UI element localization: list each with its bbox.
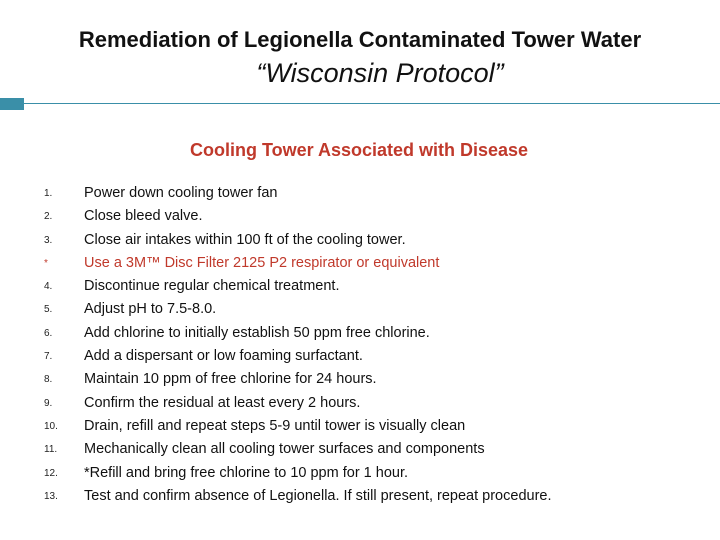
- step-number: 3.: [44, 234, 53, 246]
- step-number: 6.: [44, 327, 53, 339]
- step-number: 1.: [44, 188, 53, 199]
- step-number: 13.: [44, 490, 58, 502]
- list-item: [0, 185, 720, 208]
- step-text: Discontinue regular chemical treatment.: [84, 278, 340, 295]
- list-item: [0, 278, 720, 301]
- step-number: *: [44, 257, 48, 269]
- step-number: 12.: [44, 467, 58, 479]
- step-text: Mechanically clean all cooling tower surfaces and components: [84, 441, 485, 458]
- step-text: Use a 3M™ Disc Filter 2125 P2 respirator or equivalent: [84, 254, 440, 271]
- step-text: Close bleed valve.: [84, 208, 203, 225]
- list-item: [0, 208, 720, 231]
- divider-rule: [24, 103, 720, 104]
- step-text: Add chlorine to initially establish 50 ppm free chlorine.: [84, 324, 430, 341]
- step-number: 5.: [44, 304, 53, 316]
- list-item: [0, 232, 720, 255]
- slide-subtitle: “Wisconsin Protocol”: [256, 58, 504, 88]
- list-item: [0, 418, 720, 441]
- step-number: 9.: [44, 397, 53, 409]
- slide-title: Remediation of Legionella Contaminated Tower Water: [78, 27, 642, 52]
- list-item: [0, 488, 720, 511]
- section-heading: Cooling Tower Associated with Disease: [190, 140, 529, 160]
- list-item: [0, 395, 720, 418]
- step-text: Maintain 10 ppm of free chlorine for 24 hours.: [84, 371, 377, 388]
- step-text: Add a dispersant or low foaming surfactant.: [84, 348, 363, 365]
- list-item: [0, 301, 720, 324]
- accent-bar: [0, 98, 24, 110]
- step-number: 7.: [44, 351, 53, 363]
- step-number: 11.: [44, 444, 58, 456]
- list-item: [0, 465, 720, 488]
- step-text: Close air intakes within 100 ft of the cooling tower.: [84, 231, 406, 248]
- step-text: Test and confirm absence of Legionella. If still present, repeat procedure.: [84, 487, 552, 504]
- list-item-respirator-note: [0, 255, 720, 278]
- list-item: [0, 371, 720, 394]
- step-text: Power down cooling tower fan: [84, 185, 278, 201]
- list-item: [0, 348, 720, 371]
- step-text: *Refill and bring free chlorine to 10 ppm for 1 hour.: [84, 464, 409, 481]
- step-number: 4.: [44, 281, 53, 293]
- step-text: Adjust pH to 7.5-8.0.: [84, 301, 217, 318]
- step-number: 2.: [44, 211, 53, 223]
- protocol-steps-list: [0, 185, 720, 511]
- step-number: 8.: [44, 374, 53, 386]
- step-number: 10.: [44, 420, 58, 432]
- step-text: Drain, refill and repeat steps 5-9 until tower is visually clean: [84, 417, 466, 434]
- step-text: Confirm the residual at least every 2 hours.: [84, 394, 361, 411]
- list-item: [0, 441, 720, 464]
- list-item: [0, 325, 720, 348]
